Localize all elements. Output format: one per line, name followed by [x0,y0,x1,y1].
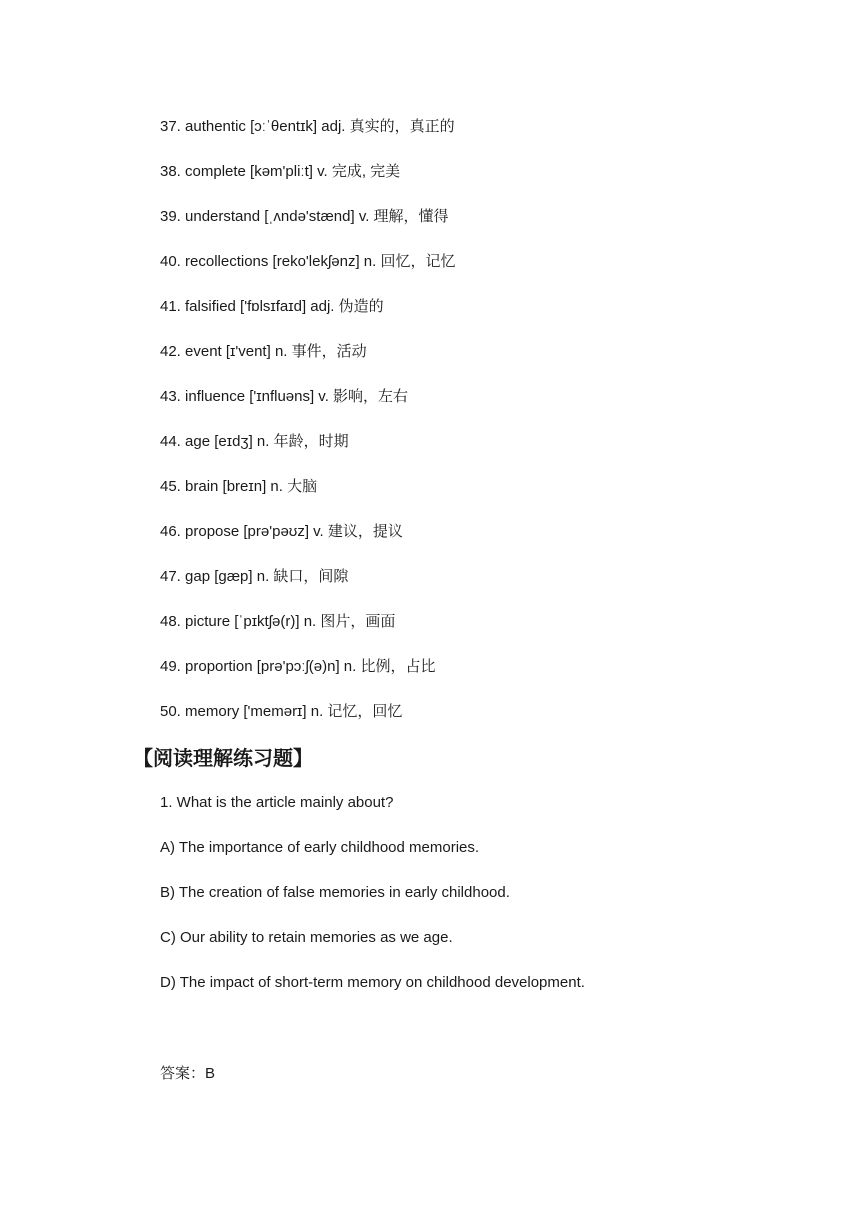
vocabulary-list [160,115,820,745]
option-a: A) The importance of early childhood memories. [160,839,480,856]
vocab-item: 39. understand [ˌʌndə'stænd] v. 理解，懂得 [160,208,449,225]
vocab-item: 37. authentic [ɔːˈθentɪk] adj. 真实的，真正的 [160,118,455,135]
vocab-item: 45. brain [breɪn] n. 大脑 [160,478,318,495]
answer-text: 答案：B [160,1065,216,1082]
vocab-item: 43. influence ['ɪnfluəns] v. 影响，左右 [160,388,409,405]
vocab-item: 50. memory ['memərɪ] n. 记忆，回忆 [160,703,403,720]
vocab-item: 41. falsified ['fɒlsɪfaɪd] adj. 伪造的 [160,298,384,315]
reading-exercise [160,791,820,1016]
option-d: D) The impact of short-term memory on childhood development. [160,974,585,991]
vocab-item: 42. event [ɪ'vent] n. 事件，活动 [160,343,367,360]
section-heading: 【阅读理解练习题】 [133,748,313,770]
question-text: 1. What is the article mainly about? [160,794,394,811]
vocab-item: 46. propose [prə'pəʊz] v. 建议，提议 [160,523,403,540]
vocab-item: 48. picture [ˈpɪktʃə(r)] n. 图片，画面 [160,613,396,630]
vocab-item: 38. complete [kəm'pliːt] v. 完成, 完美 [160,163,401,180]
vocab-item: 49. proportion [prə'pɔːʃ(ə)n] n. 比例，占比 [160,658,436,675]
option-c: C) Our ability to retain memories as we age. [160,929,453,946]
option-b: B) The creation of false memories in early childhood. [160,884,510,901]
vocab-item: 47. gap [gæp] n. 缺口，间隙 [160,568,349,585]
vocab-item: 40. recollections [reko'lekʃənz] n. 回忆，记忆 [160,253,456,270]
vocab-item: 44. age [eɪdʒ] n. 年龄，时期 [160,433,349,450]
